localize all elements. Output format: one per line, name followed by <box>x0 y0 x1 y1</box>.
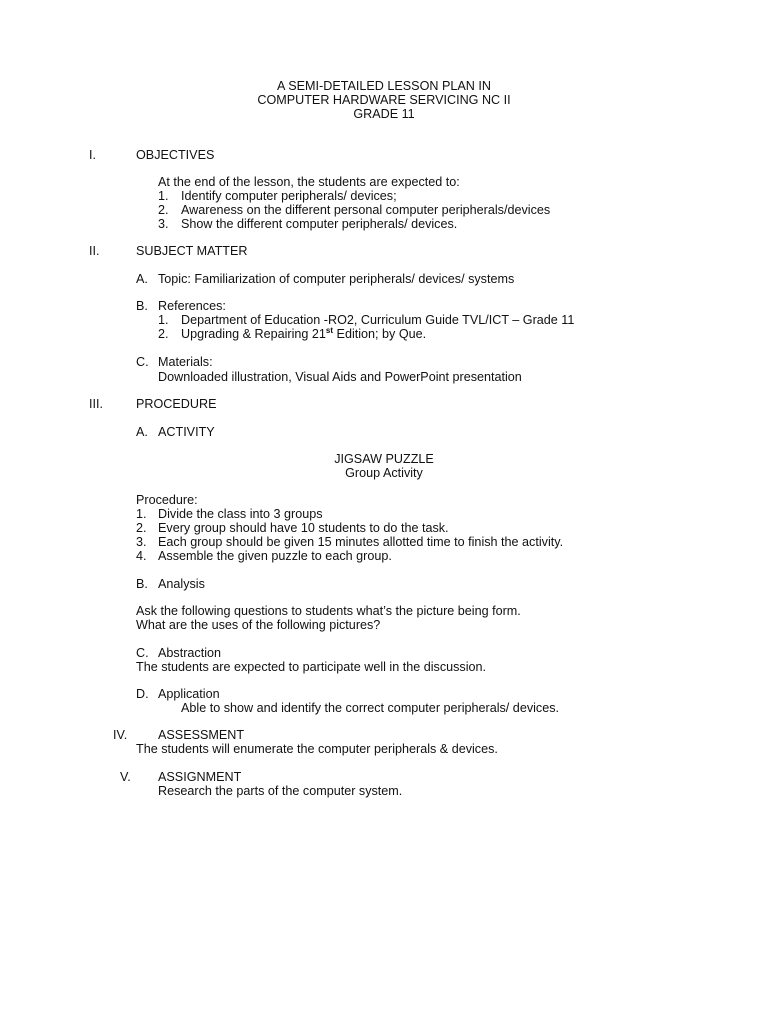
section-heading: ASSESSMENT <box>158 728 245 742</box>
section-numeral: II. <box>89 244 100 258</box>
procedure-label: Procedure: <box>136 493 198 507</box>
ordinal-suffix: st <box>325 325 334 335</box>
reference-text: Edition; by Que. <box>333 327 427 341</box>
title-line-2: COMPUTER HARDWARE SERVICING NC II <box>257 93 511 107</box>
reference-item <box>181 327 426 342</box>
objective-item: Identify computer peripherals/ devices; <box>181 189 397 203</box>
section-numeral: I. <box>89 148 96 162</box>
procedure-step: Assemble the given puzzle to each group. <box>158 549 392 563</box>
list-letter: A. <box>136 425 148 439</box>
list-number: 1. <box>136 507 147 521</box>
abstraction-label: Abstraction <box>158 646 221 660</box>
list-number: 2. <box>158 203 169 217</box>
reference-text: Upgrading & Repairing 21 <box>181 327 326 341</box>
analysis-label: Analysis <box>158 577 205 591</box>
objectives-intro: At the end of the lesson, the students are expected to: <box>158 175 460 189</box>
list-number: 2. <box>158 327 169 341</box>
list-number: 4. <box>136 549 147 563</box>
list-letter: B. <box>136 577 148 591</box>
list-number: 3. <box>158 217 169 231</box>
activity-title: JIGSAW PUZZLE <box>334 452 434 466</box>
section-numeral: V. <box>120 770 131 784</box>
list-letter: B. <box>136 299 148 313</box>
assignment-text: Research the parts of the computer system. <box>158 784 403 798</box>
activity-subtitle: Group Activity <box>345 466 423 480</box>
section-numeral: IV. <box>113 728 128 742</box>
title-line-1: A SEMI-DETAILED LESSON PLAN IN <box>277 79 491 93</box>
procedure-step: Every group should have 10 students to do the task. <box>158 521 449 535</box>
reference-item: Department of Education -RO2, Curriculum Guide TVL/ICT – Grade 11 <box>181 313 575 327</box>
procedure-step: Divide the class into 3 groups <box>158 507 323 521</box>
objective-item: Show the different computer peripherals/ devices. <box>181 217 458 231</box>
list-letter: D. <box>136 687 149 701</box>
list-letter: C. <box>136 355 149 369</box>
list-number: 3. <box>136 535 147 549</box>
objective-item: Awareness on the different personal computer peripherals/devices <box>181 203 551 217</box>
materials-label: Materials: <box>158 355 213 369</box>
application-label: Application <box>158 687 220 701</box>
list-letter: C. <box>136 646 149 660</box>
list-number: 2. <box>136 521 147 535</box>
topic-text: Topic: Familiarization of computer peripherals/ devices/ systems <box>158 272 515 286</box>
application-text: Able to show and identify the correct computer peripherals/ devices. <box>181 701 560 715</box>
analysis-text: What are the uses of the following pictures? <box>136 618 381 632</box>
list-number: 1. <box>158 189 169 203</box>
section-heading: SUBJECT MATTER <box>136 244 248 258</box>
section-heading: PROCEDURE <box>136 397 217 411</box>
assessment-text: The students will enumerate the computer peripherals & devices. <box>136 742 498 756</box>
section-heading: OBJECTIVES <box>136 148 215 162</box>
references-label: References: <box>158 299 226 313</box>
abstraction-text: The students are expected to participate well in the discussion. <box>136 660 487 674</box>
list-number: 1. <box>158 313 169 327</box>
materials-text: Downloaded illustration, Visual Aids and PowerPoint presentation <box>158 370 522 384</box>
list-letter: A. <box>136 272 148 286</box>
procedure-step: Each group should be given 15 minutes allotted time to finish the activity. <box>158 535 564 549</box>
section-heading: ASSIGNMENT <box>158 770 242 784</box>
activity-label: ACTIVITY <box>158 425 215 439</box>
section-numeral: III. <box>89 397 103 411</box>
title-line-3: GRADE 11 <box>353 107 415 121</box>
analysis-text: Ask the following questions to students what’s the picture being form. <box>136 604 521 618</box>
